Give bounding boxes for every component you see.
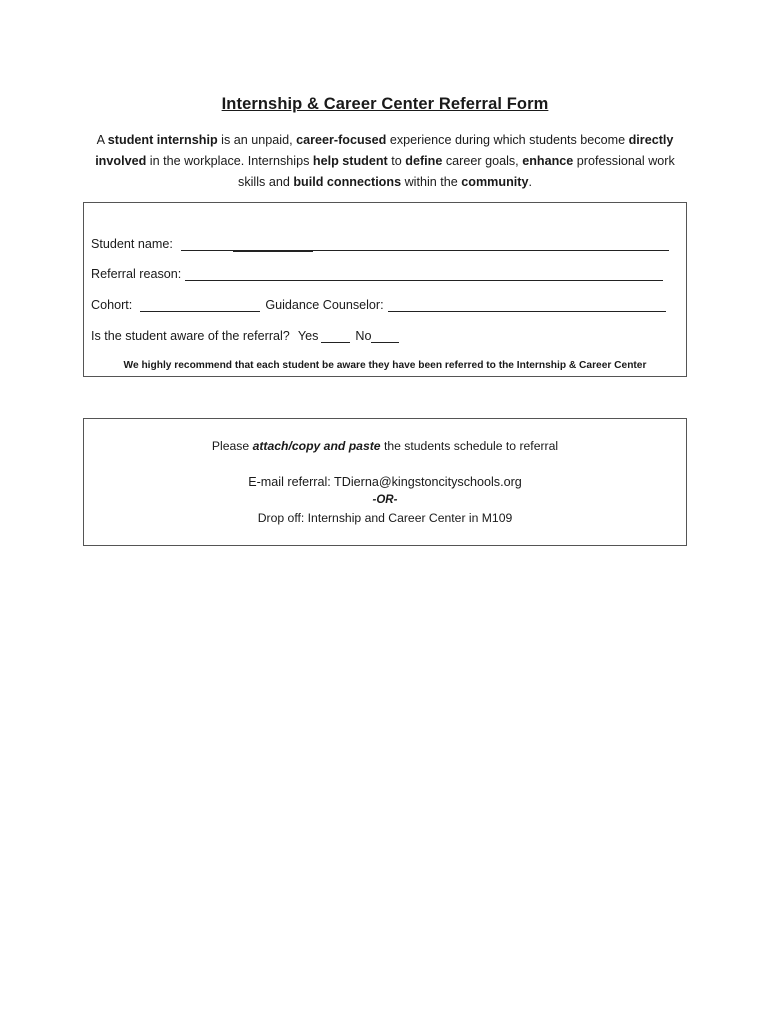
yes-field[interactable] [321,329,350,343]
instructions-box [83,418,687,546]
awareness-row [91,329,399,343]
no-field[interactable] [371,329,399,343]
awareness-question: Is the student aware of the referral? [91,329,290,343]
referral-reason-row [91,267,663,281]
cohort-counselor-row [91,298,666,312]
student-info-box [83,202,687,377]
intro-paragraph: A student internship is an unpaid, career-focused experience during which students become directly involved in the workplace. Internships help student to define career goals, enhance professional work skills and build connections within the community. [95,133,675,189]
or-separator: -OR- [372,494,398,506]
student-name-row [91,237,669,251]
awareness-recommendation: We highly recommend that each student be aware they have been referred to the Internship & Career Center [123,360,647,371]
attach-instruction: Please attach/copy and paste the students schedule to referral [211,439,559,453]
no-label: No [355,329,372,343]
cohort-label: Cohort: [91,298,133,312]
student-name-label: Student name: [91,237,173,251]
referral-reason-field[interactable] [185,267,663,281]
dropoff-location: Drop off: Internship and Career Center in M109 [257,511,513,525]
yes-label: Yes [297,329,319,343]
guidance-counselor-label: Guidance Counselor: [265,298,384,312]
form-title: Internship & Career Center Referral Form [221,95,549,113]
referral-reason-label: Referral reason: [91,267,182,281]
cohort-field[interactable] [140,298,260,312]
guidance-counselor-field[interactable] [388,298,666,312]
email-referral: E-mail referral: TDierna@kingstoncityschools.org [248,475,522,489]
student-name-field[interactable] [181,237,669,251]
